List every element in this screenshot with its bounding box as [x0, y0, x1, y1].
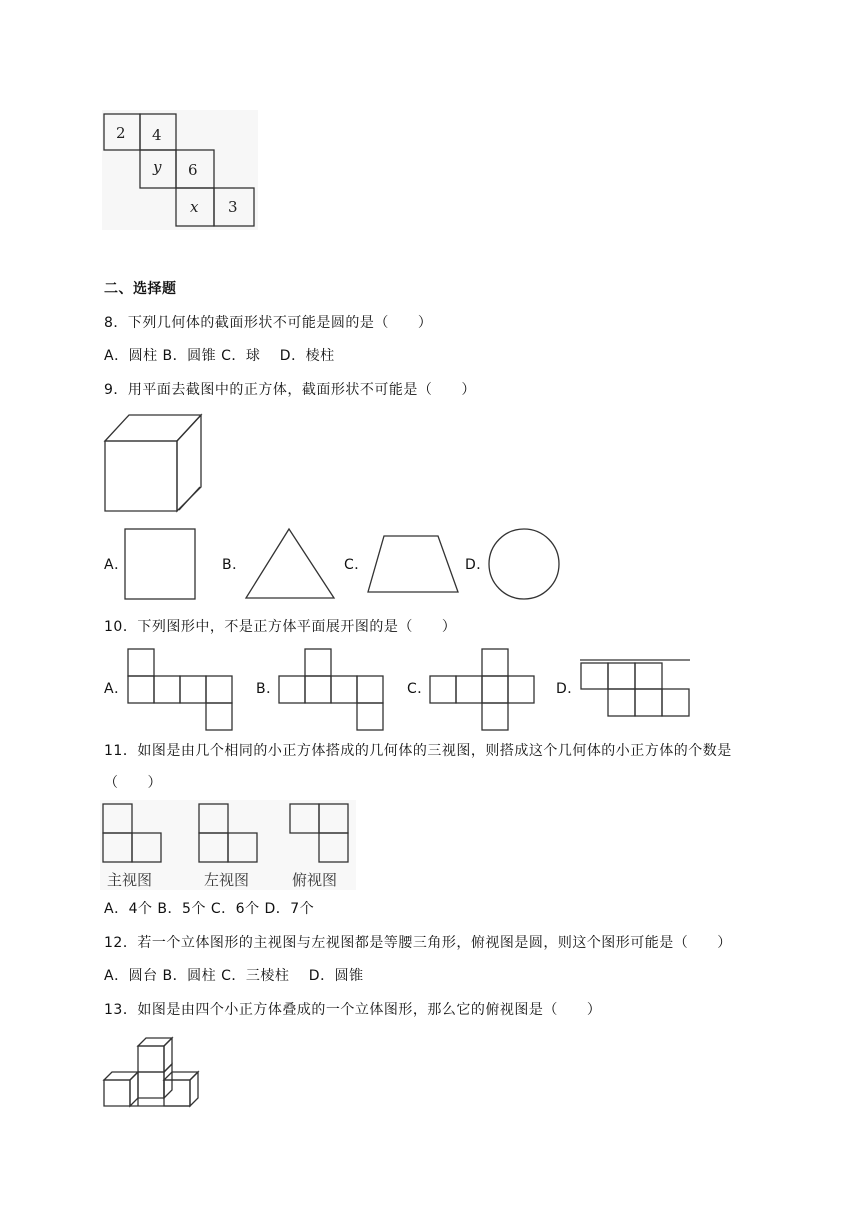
q11-question-cont: （ ）	[104, 775, 162, 791]
cube-net-figure	[100, 110, 260, 230]
top-view-caption: 俯视图	[292, 871, 338, 889]
net-cell-2: 4	[152, 126, 162, 144]
q11-options: A．4个 B．5个 C．6个 D．7个	[104, 901, 315, 917]
net-option-d	[580, 658, 692, 718]
net-cell-6: 3	[228, 198, 238, 216]
net-option-a	[127, 648, 237, 732]
q9-label-d: D．	[465, 557, 491, 573]
q10-label-c: C．	[407, 681, 432, 697]
three-views-figure	[100, 800, 356, 890]
q10-label-a: A．	[104, 681, 129, 697]
net-cell-3: y	[153, 158, 162, 176]
q10-question: 10．下列图形中，不是正方体平面展开图的是（ ）	[104, 619, 457, 635]
section-heading: 二、选择题	[104, 281, 177, 297]
q12-options: A．圆台 B．圆柱 C．三棱柱 D．圆锥	[104, 968, 364, 984]
trapezoid-shape	[366, 534, 460, 594]
circle-shape	[487, 528, 561, 602]
q9-label-b: B．	[222, 557, 247, 573]
square-shape	[124, 528, 198, 602]
stacked-cubes-figure	[102, 1034, 206, 1112]
triangle-shape	[244, 527, 336, 601]
net-cell-1: 2	[116, 124, 126, 142]
q8-options: A．圆柱 B．圆锥 C．球 D．棱柱	[104, 348, 335, 364]
q13-question: 13．如图是由四个小正方体叠成的一个立体图形，那么它的俯视图是（ ）	[104, 1002, 602, 1018]
q8-question: 8．下列几何体的截面形状不可能是圆的是（ ）	[104, 315, 433, 331]
q10-label-b: B．	[256, 681, 281, 697]
net-option-b	[278, 648, 388, 732]
q9-question: 9．用平面去截图中的正方体，截面形状不可能是（ ）	[104, 382, 476, 398]
q9-label-c: C．	[344, 557, 369, 573]
q10-label-d: D．	[556, 681, 582, 697]
net-option-c	[429, 648, 539, 732]
front-view-caption: 主视图	[107, 871, 153, 889]
q9-label-a: A．	[104, 557, 129, 573]
left-view-caption: 左视图	[204, 871, 250, 889]
q12-question: 12．若一个立体图形的主视图与左视图都是等腰三角形，俯视图是圆，则这个图形可能是（ ）	[104, 935, 732, 951]
net-cell-4: 6	[188, 161, 198, 179]
cube-figure	[103, 413, 203, 513]
q11-question: 11．如图是由几个相同的小正方体搭成的几何体的三视图，则搭成这个几何体的小正方体的个数是	[104, 743, 732, 759]
net-cell-5: x	[190, 198, 199, 216]
